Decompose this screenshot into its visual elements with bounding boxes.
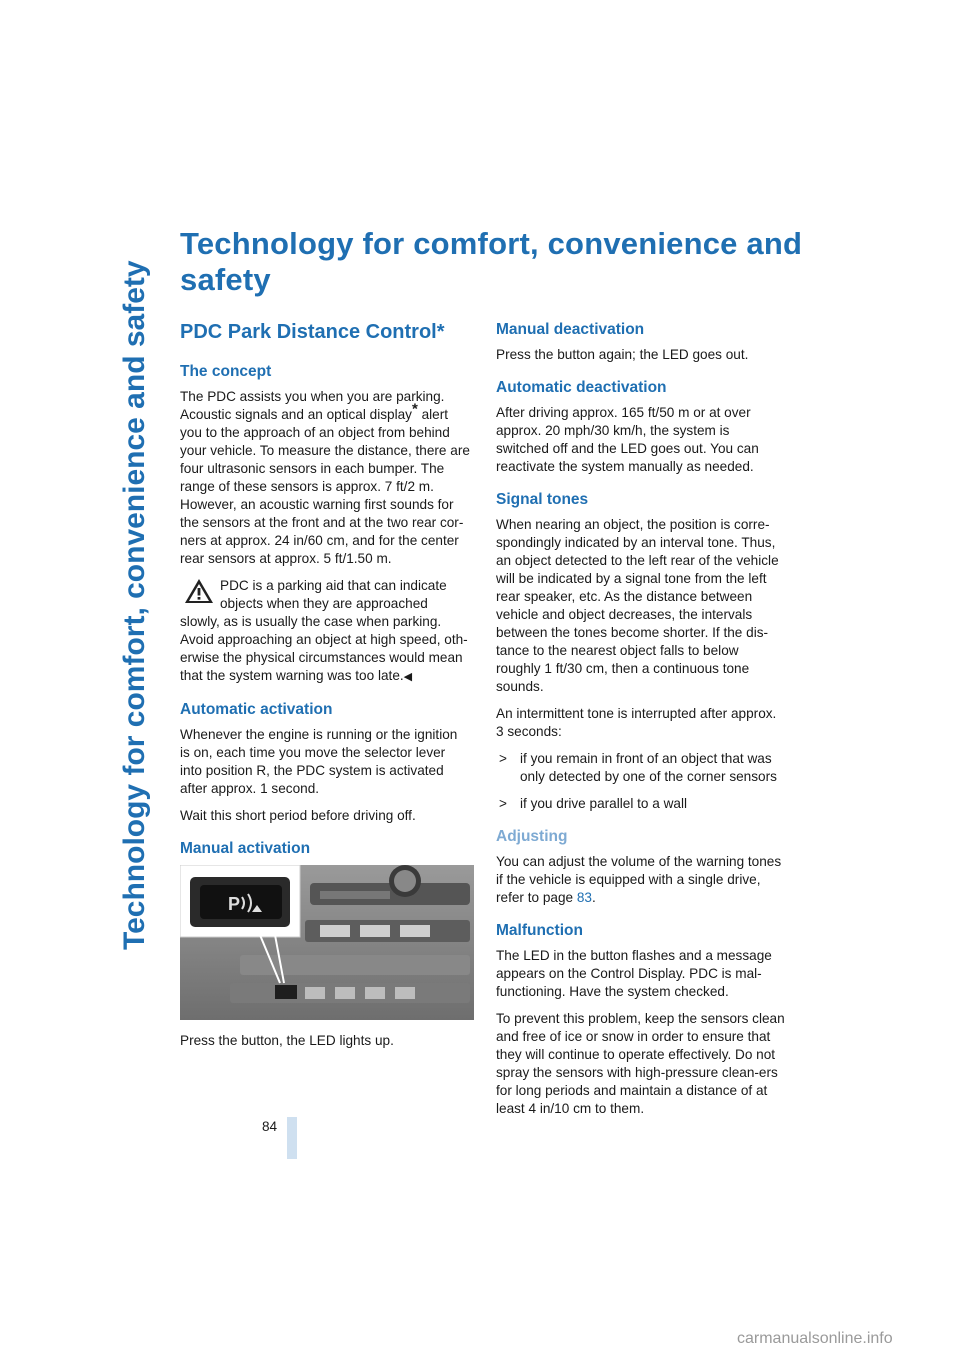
sidebar-chapter-title xyxy=(96,230,156,950)
adjusting-section xyxy=(496,827,786,907)
page-83-link[interactable]: 83 xyxy=(576,890,592,905)
warning-text-rest: slowly, as is usually the case when parking. Avoid approaching an object at high speed, oth-erwise the physical circumstances would mean that the system warning was too late.◀ xyxy=(180,614,468,683)
bullet-text: if you remain in front of an object that was only detected by one of the corner sensors xyxy=(520,751,777,784)
page-number: 84 xyxy=(262,1119,278,1134)
bullet-mark: > xyxy=(499,796,507,811)
adjusting-text: You can adjust the volume of the warning tones if the vehicle is equipped with a single drive, refer to page xyxy=(496,854,782,905)
section-title: PDC Park Distance Control* xyxy=(180,321,445,343)
signal-tones-p1: When nearing an object, the position is corre-spondingly indicated by an interval tone. Thus, an object detected to the left rear of the vehicle will be indicated by a signal tone from the left rear speaker, etc. As the distance between vehicle and object decreases, the intervals between the tones become shorter. If the dis-tance to the nearest object falls to below roughly 1 ft/30 cm, then a continuous tone sounds. xyxy=(496,517,779,694)
watermark: carmanualsonline.info xyxy=(737,1330,893,1347)
auto-activation-p2: Wait this short period before driving off. xyxy=(180,808,416,823)
right-column xyxy=(496,320,786,1132)
bullet-mark: > xyxy=(499,751,507,766)
manual-activation-caption: Press the button, the LED lights up. xyxy=(180,1033,394,1048)
signal-tones-section xyxy=(496,490,786,813)
concept-section xyxy=(180,362,470,686)
malfunction-heading: Malfunction xyxy=(496,922,583,939)
manual-activation-section xyxy=(180,839,470,1050)
manual-deactivation-heading: Manual deactivation xyxy=(496,321,645,338)
adjusting-p1 xyxy=(496,853,786,907)
adjusting-heading: Adjusting xyxy=(496,828,568,845)
manual-activation-heading: Manual activation xyxy=(180,840,311,857)
warning-note xyxy=(180,577,470,686)
warning-icon xyxy=(184,578,214,609)
list-item xyxy=(496,795,786,813)
auto-activation-section xyxy=(180,700,470,825)
auto-activation-p1: Whenever the engine is running or the ignition is on, each time you move the selector lever into position R, the PDC system is activated after approx. 1 second. xyxy=(180,727,458,796)
concept-text-b: alert you to the approach of an object from behind your vehicle. To measure the distance, there are four ultrasonic sensors in each bumper. The range of these sensors is approx. 7 ft/2 m. However, an acoustic warning first sounds for the sensors at the front and at the two rear cor-ners at approx. 24 in/60 cm, and for the center rear sensors at approx. 5 ft/1.50 m. xyxy=(180,407,470,566)
end-mark: ◀ xyxy=(403,671,413,683)
svg-text:P: P xyxy=(228,894,241,914)
bullet-text: if you drive parallel to a wall xyxy=(520,796,687,811)
malfunction-p2: To prevent this problem, keep the sensors clean and free of ice or snow in order to ensure that they will continue to operate effectively. Do not spray the sensors with high-pressure clean-ers for long periods and maintain a distance of at least 4 in/10 cm to them. xyxy=(496,1011,785,1116)
left-column xyxy=(180,320,470,1064)
manual-deactivation-section xyxy=(496,320,786,364)
list-item xyxy=(496,750,786,786)
page-marker-bar xyxy=(287,1117,297,1159)
concept-text-a: The PDC assists you when you are parking. Acoustic signals and an optical display xyxy=(180,389,445,422)
signal-tones-p2: An intermittent tone is interrupted after approx. 3 seconds: xyxy=(496,706,777,739)
auto-activation-heading: Automatic activation xyxy=(180,701,333,718)
auto-deactivation-heading: Automatic deactivation xyxy=(496,379,667,396)
adjusting-end: . xyxy=(591,890,596,905)
optional-star: * xyxy=(411,400,418,418)
warning-text-line2: objects when they are approached xyxy=(220,596,428,611)
manual-deactivation-p1: Press the button again; the LED goes out. xyxy=(496,347,749,362)
auto-deactivation-section xyxy=(496,378,786,476)
malfunction-section xyxy=(496,921,786,1118)
auto-deactivation-p1: After driving approx. 165 ft/50 m or at over approx. 20 mph/30 km/h, the system is switched off and the LED goes out. You can reactivate the system manually as needed. xyxy=(496,405,759,474)
concept-heading: The concept xyxy=(180,363,272,380)
warning-text-line1: PDC is a parking aid that can indicate xyxy=(220,578,447,593)
malfunction-p1: The LED in the button flashes and a message appears on the Control Display. PDC is mal-functioning. Have the system checked. xyxy=(496,948,772,999)
concept-paragraph xyxy=(180,388,470,568)
signal-tones-heading: Signal tones xyxy=(496,491,589,508)
page-title: Technology for comfort, convenience and safety xyxy=(180,226,803,297)
sidebar-title-text: Technology for comfort, convenience and safety xyxy=(118,260,151,950)
pdc-button-photo xyxy=(180,865,474,1020)
